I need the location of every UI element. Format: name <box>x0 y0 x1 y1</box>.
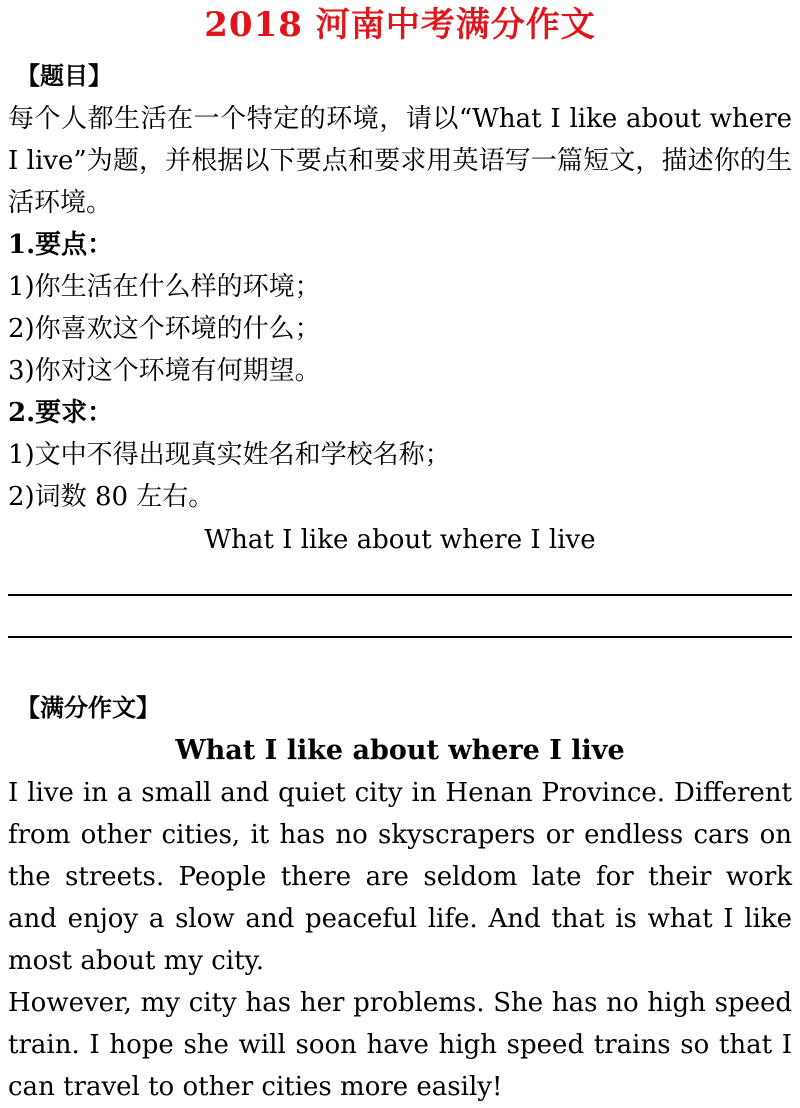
point-item-3: 3)你对这个环境有何期望。 <box>8 356 321 386</box>
requirements-heading: 2.要求： <box>8 398 114 428</box>
essay-body <box>8 772 792 1108</box>
points-heading: 1.要点： <box>8 230 114 260</box>
requirement-item-2: 2)词数 80 左右。 <box>8 482 215 512</box>
document-title: 2018 河南中考满分作文 <box>204 5 596 45</box>
essay-paragraph-2: However, my city has her problems. She has no high speed train. I hope she will soon have high speed trains so that I can travel to other cities more easily! <box>8 988 792 1102</box>
prompt-heading: 【题目】 <box>16 61 112 90</box>
prompt-essay-title: What I like about where I live <box>204 525 596 555</box>
prompt-paragraph: 每个人都生活在一个特定的环境，请以“What I like about where I live”为题，并根据以下要点和要求用英语写一篇短文，描述你的生活环境。 <box>8 104 792 218</box>
writing-line-1 <box>8 594 792 596</box>
requirement-item-1: 1)文中不得出现真实姓名和学校名称； <box>8 440 451 470</box>
essay-title: What I like about where I live <box>175 735 625 766</box>
point-item-1: 1)你生活在什么样的环境； <box>8 272 321 302</box>
essay-heading: 【满分作文】 <box>16 693 160 722</box>
essay-paragraph-1: I live in a small and quiet city in Henan Province. Different from other cities, it has no skyscrapers or endless cars on the streets. People there are seldom late for their work and enjoy a slow and peaceful life. And that is what I like most about my city. <box>8 778 792 976</box>
writing-line-2 <box>8 636 792 638</box>
point-item-2: 2)你喜欢这个环境的什么； <box>8 314 321 344</box>
